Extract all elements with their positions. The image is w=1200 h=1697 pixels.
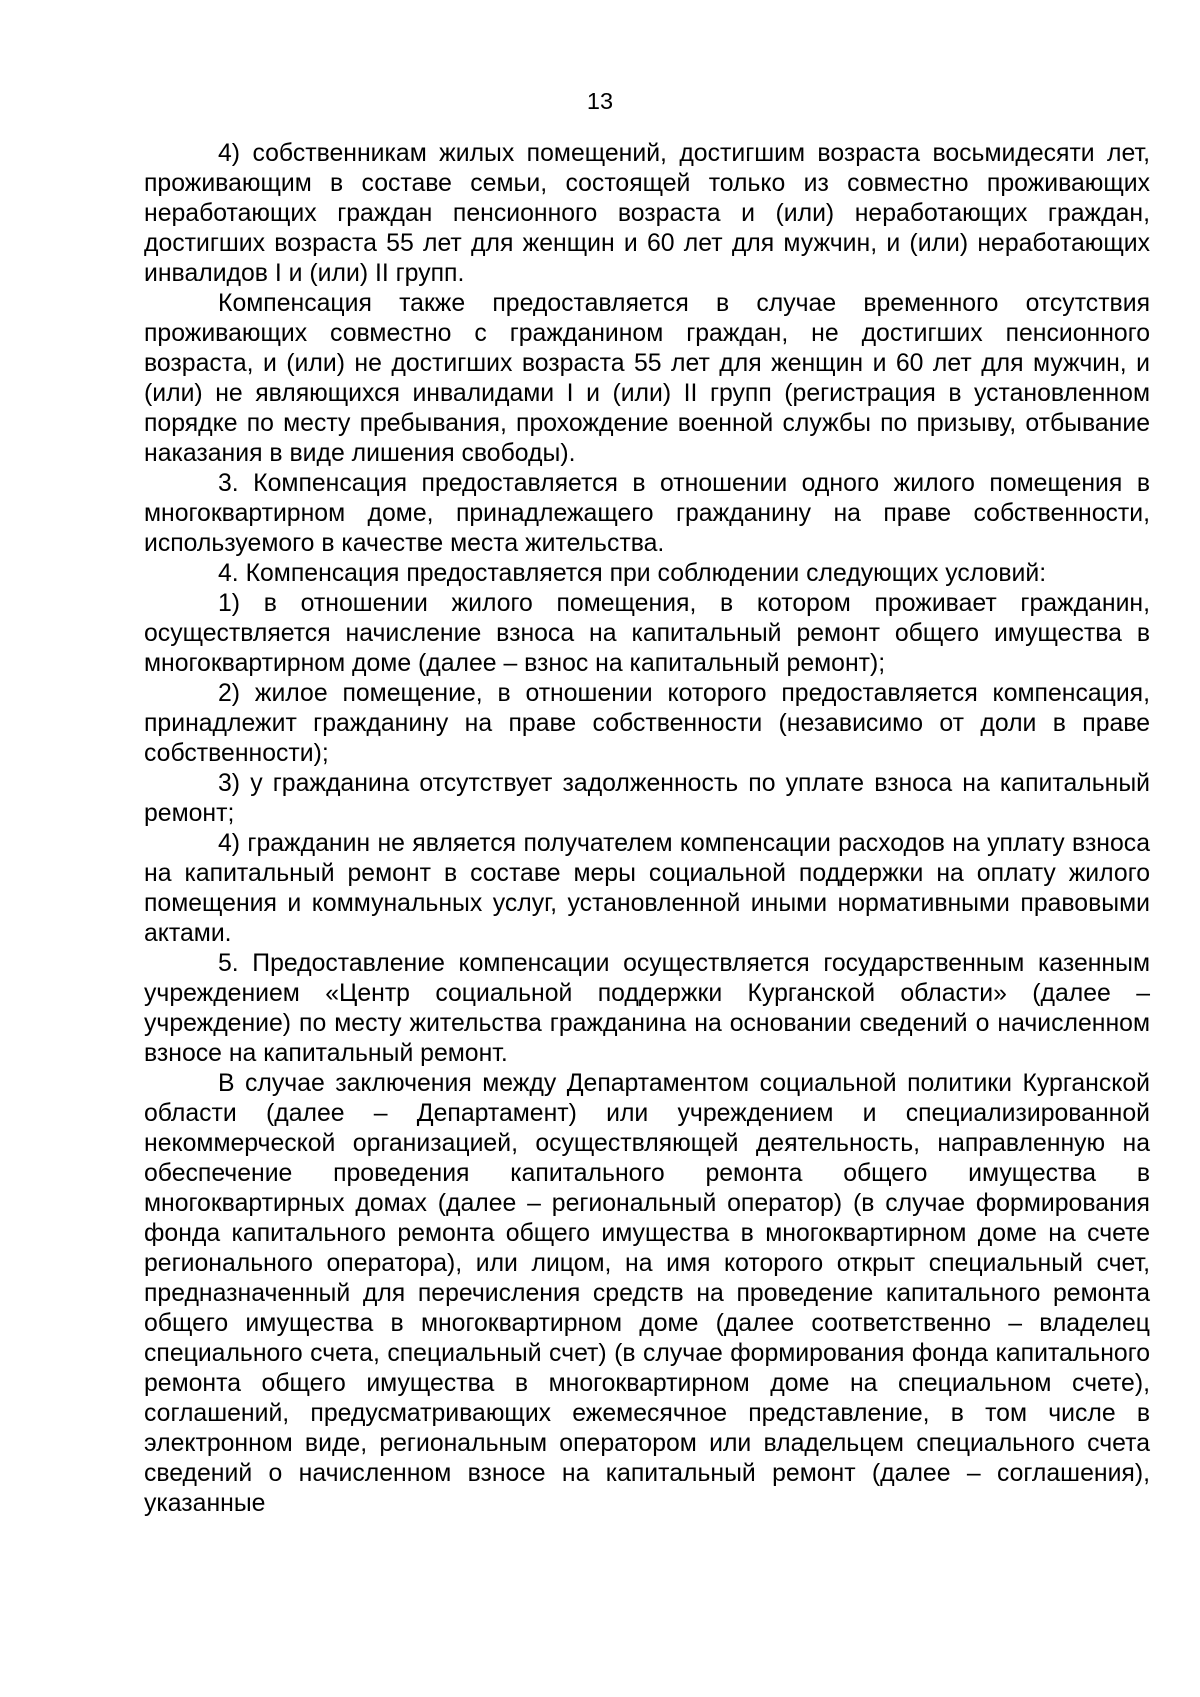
paragraph-section-5: 5. Предоставление компенсации осуществляется государственным казенным учреждением «Центр социальной поддержки Курганской области» (далее – учреждение) по месту жительства гражданина на основании сведений о начисленном взносе на капитальный ремонт. [144,950,1150,1067]
paragraph-section-3: 3. Компенсация предоставляется в отношении одного жилого помещения в многоквартирном доме, принадлежащего гражданину на праве собственности, используемого в качестве места жительства. [144,470,1150,557]
paragraph-condition-2: 2) жилое помещение, в отношении которого предоставляется компенсация, принадлежит гражданину на праве собственности (независимо от доли в праве собственности); [144,680,1150,767]
paragraph-condition-4: 4) гражданин не является получателем компенсации расходов на уплату взноса на капитальный ремонт в составе меры социальной поддержки на оплату жилого помещения и коммунальных услуг, установленной иными нормативными правовыми актами. [144,830,1150,947]
paragraph-temporary-absence: Компенсация также предоставляется в случае временного отсутствия проживающих совместно с гражданином граждан, не достигших пенсионного возраста, и (или) не достигших возраста 55 лет для женщин и 60 лет для мужчин, и (или) не являющихся инвалидами I и (или) II групп (регистрация в установленном порядке по месту пребывания, прохождение военной службы по призыву, отбывание наказания в виде лишения свободы). [144,290,1150,467]
paragraph-agreements: В случае заключения между Департаментом социальной политики Курганской области (далее – Департамент) или учреждением и специализированной некоммерческой организацией, осуществляющей деятельность, направленную на обеспечение проведения капитального ремонта общего имущества в многоквартирных домах (далее – региональный оператор) (в случае формирования фонда капитального ремонта общего имущества в многоквартирном доме на счете регионального оператора), или лицом, на имя которого открыт специальный счет, предназначенный для перечисления средств на проведение капитального ремонта общего имущества в многоквартирном доме (далее соответственно – владелец специального счета, специальный счет) (в случае формирования фонда капитального ремонта общего имущества в многоквартирном доме на специальном счете), соглашений, предусматривающих ежемесячное представление, в том числе в электронном виде, региональным оператором или владельцем специального счета сведений о начисленном взносе на капитальный ремонт (далее – соглашения), указанные [144,1070,1150,1517]
paragraph-item-4-owners-over-80: 4) собственникам жилых помещений, достигшим возраста восьмидесяти лет, проживающим в составе семьи, состоящей только из совместно проживающих неработающих граждан пенсионного возраста и (или) неработающих граждан, достигших возраста 55 лет для женщин и 60 лет для мужчин, и (или) неработающих инвалидов I и (или) II групп. [144,140,1150,287]
paragraph-section-4: 4. Компенсация предоставляется при соблюдении следующих условий: [218,560,1047,587]
document-body [144,139,1150,1519]
paragraph-condition-3: 3) у гражданина отсутствует задолженность по уплате взноса на капитальный ремонт; [144,770,1150,827]
page-number: 13 [586,88,614,114]
paragraph-condition-1: 1) в отношении жилого помещения, в котором проживает гражданин, осуществляется начисление взноса на капитальный ремонт общего имущества в многоквартирном доме (далее – взнос на капитальный ремонт); [144,590,1150,677]
